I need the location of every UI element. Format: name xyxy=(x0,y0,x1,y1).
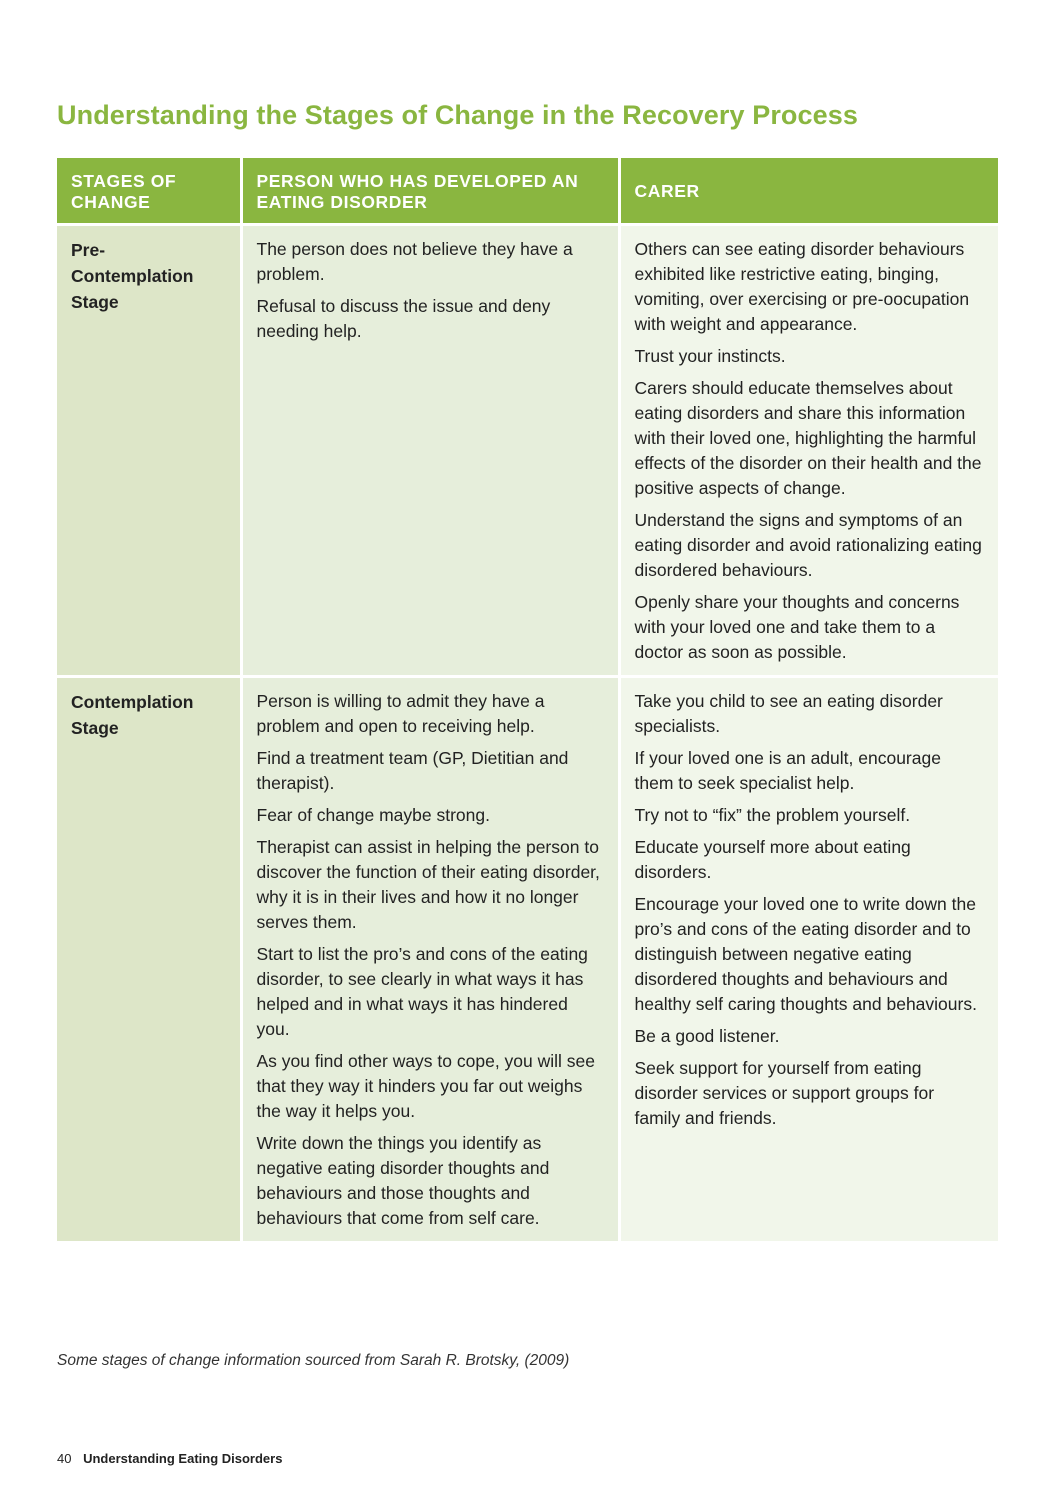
carer-item: Openly share your thoughts and concerns with your loved one and take them to a doctor as soon as possible. xyxy=(634,592,960,662)
person-item: Write down the things you identify as negative eating disorder thoughts and behaviours and those thoughts and behaviours that come from self care. xyxy=(256,1133,550,1228)
page-title: Understanding the Stages of Change in the Recovery Process xyxy=(57,100,858,130)
person-item: The person does not believe they have a problem. xyxy=(256,239,573,284)
table-row xyxy=(57,677,998,1242)
person-item: Find a treatment team (GP, Dietitian and therapist). xyxy=(256,748,569,793)
column-header-stages: STAGES OF CHANGE xyxy=(57,158,241,225)
person-item: Person is willing to admit they have a problem and open to receiving help. xyxy=(256,691,545,736)
carer-item: Take you child to see an eating disorder specialists. xyxy=(634,691,943,736)
person-item: As you find other ways to cope, you will see that they way it hinders you far out weighs the way it helps you. xyxy=(256,1051,596,1121)
carer-item: If your loved one is an adult, encourage them to seek specialist help. xyxy=(634,748,941,793)
carer-item: Understand the signs and symptoms of an eating disorder and avoid rationalizing eating disordered behaviours. xyxy=(634,510,982,580)
page-number: 40 xyxy=(57,1451,72,1466)
person-item: Start to list the pro’s and cons of the eating disorder, to see clearly in what ways it has helped and in what ways it has hindered you. xyxy=(256,944,588,1039)
person-item: Fear of change maybe strong. xyxy=(256,805,490,825)
column-header-person: PERSON WHO HAS DEVELOPED AN EATING DISORDER xyxy=(241,158,619,225)
person-cell xyxy=(241,677,619,1242)
carer-item: Seek support for yourself from eating disorder services or support groups for family and friends. xyxy=(634,1058,935,1128)
carer-item: Carers should educate themselves about eating disorders and share this information with their loved one, highlighting the harmful effects of the disorder on their health and the positive aspects of change. xyxy=(634,378,982,498)
carer-item: Others can see eating disorder behaviours exhibited like restrictive eating, binging, vomiting, over exercising or pre-oocupation with weight and appearance. xyxy=(634,239,970,334)
carer-item: Encourage your loved one to write down the pro’s and cons of the eating disorder and to distinguish between negative eating disordered thoughts and behaviours and healthy self caring thoughts and behaviours. xyxy=(634,894,977,1014)
column-header-carer: CARER xyxy=(619,158,998,225)
source-note: Some stages of change information sourced from Sarah R. Brotsky, (2009) xyxy=(57,1352,570,1369)
publication-title: Understanding Eating Disorders xyxy=(83,1451,283,1466)
table-header-row xyxy=(57,158,998,225)
carer-item: Trust your instincts. xyxy=(634,346,786,366)
stage-cell xyxy=(57,225,241,677)
stages-of-change-table xyxy=(57,158,998,1241)
table-row xyxy=(57,225,998,677)
carer-cell xyxy=(619,225,998,677)
carer-item: Try not to “fix” the problem yourself. xyxy=(634,805,911,825)
person-item: Therapist can assist in helping the person to discover the function of their eating disorder, why it is in their lives and how it no longer serves them. xyxy=(256,837,600,932)
carer-item: Be a good listener. xyxy=(634,1026,780,1046)
stage-label: Pre-Contemplation Stage xyxy=(71,240,194,312)
stage-cell xyxy=(57,677,241,1242)
person-item: Refusal to discuss the issue and deny needing help. xyxy=(256,296,551,341)
person-cell xyxy=(241,225,619,677)
page-footer xyxy=(57,1451,282,1466)
stage-label: Contemplation Stage xyxy=(71,692,194,738)
carer-item: Educate yourself more about eating disorders. xyxy=(634,837,911,882)
carer-cell xyxy=(619,677,998,1242)
